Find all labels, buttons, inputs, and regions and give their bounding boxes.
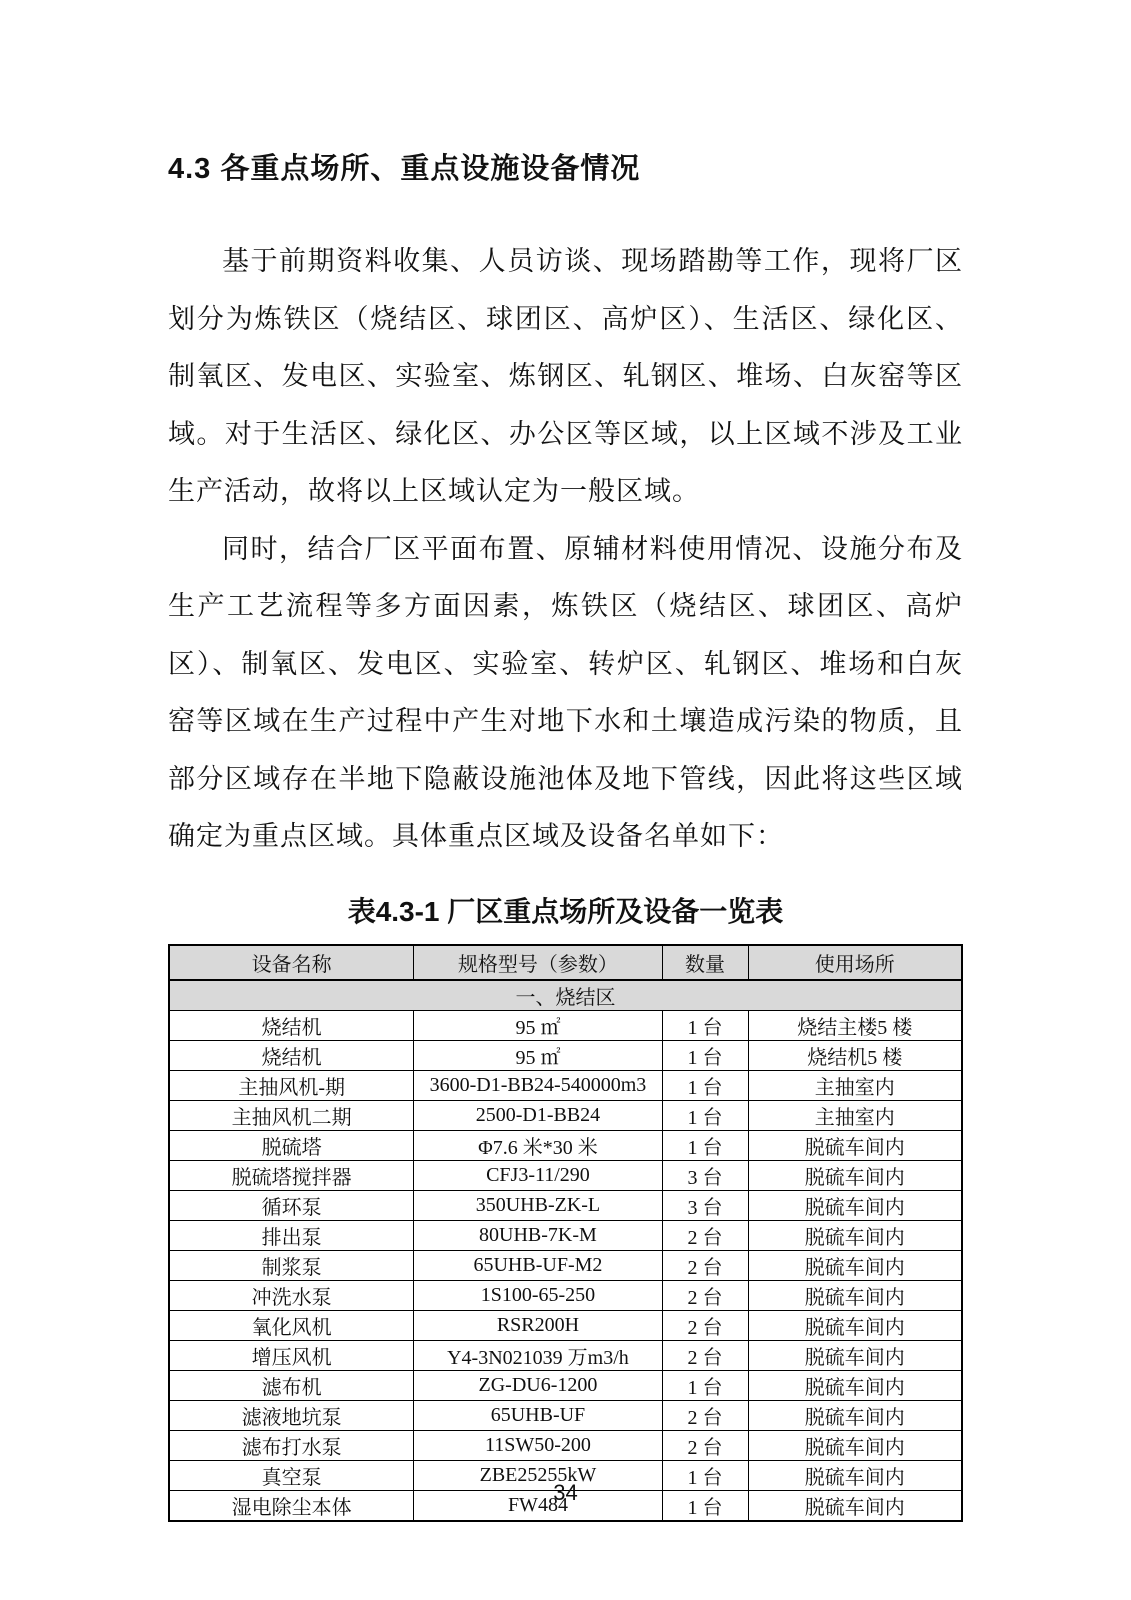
table-cell: 脱硫车间内 (748, 1190, 962, 1220)
table-cell: Y4-3N021039 万m3/h (414, 1340, 662, 1370)
device-table-head (169, 945, 962, 980)
table-cell: 脱硫塔搅拌器 (169, 1160, 414, 1190)
table-cell: 350UHB-ZK-L (414, 1190, 662, 1220)
table-cell: 湿电除尘本体 (169, 1490, 414, 1521)
table-cell: 2 台 (662, 1430, 748, 1460)
table-row (169, 1010, 962, 1040)
table-cell: 1 台 (662, 1100, 748, 1130)
table-cell: 1 台 (662, 1370, 748, 1400)
table-cell: 2 台 (662, 1340, 748, 1370)
table-cell: 3600-D1-BB24-540000m3 (414, 1070, 662, 1100)
page-number: 34 (553, 1480, 578, 1505)
table-cell: 冲洗水泵 (169, 1280, 414, 1310)
table-title: 表4.3-1 厂区重点场所及设备一览表 (347, 895, 784, 927)
table-cell: 2 台 (662, 1250, 748, 1280)
table-section-row (169, 980, 962, 1011)
table-cell: ZG-DU6-1200 (414, 1370, 662, 1400)
paragraph-region-division: 基于前期资料收集、人员访谈、现场踏勘等工作，现将厂区划分为炼铁区（烧结区、球团区、高炉区）、生活区、绿化区、制氧区、发电区、实验室、炼钢区、轧钢区、堆场、白灰窑等区域。对于生活区、绿化区、办公区等区域，以上区域不涉及工业生产活动，故将以上区域认定为一般区域。 (168, 246, 963, 506)
col-header-usage-location: 使用场所 (748, 945, 962, 980)
paragraph-key-regions: 同时，结合厂区平面布置、原辅材料使用情况、设施分布及生产工艺流程等多方面因素，炼铁区（烧结区、球团区、高炉区）、制氧区、发电区、实验室、转炉区、轧钢区、堆场和白灰窑等区域在生产过程中产生对地下水和土壤造成污染的物质，且部分区域存在半地下隐蔽设施池体及地下管线，因此将这些区域确定为重点区域。具体重点区域及设备名单如下： (168, 533, 963, 851)
table-row (169, 1220, 962, 1250)
table-row (169, 1250, 962, 1280)
section-heading: 4.3 各重点场所、重点设施设备情况 (168, 153, 641, 185)
table-cell: 80UHB-7K-M (414, 1220, 662, 1250)
col-header-spec-model: 规格型号（参数） (414, 945, 662, 980)
table-cell: 制浆泵 (169, 1250, 414, 1280)
table-row (169, 1430, 962, 1460)
table-cell: 烧结机 (169, 1010, 414, 1040)
table-row (169, 1190, 962, 1220)
table-cell: CFJ3-11/290 (414, 1160, 662, 1190)
table-cell: 1 台 (662, 1130, 748, 1160)
table-cell: 脱硫车间内 (748, 1280, 962, 1310)
table-cell: 主抽室内 (748, 1070, 962, 1100)
table-cell: 1 台 (662, 1460, 748, 1490)
table-cell: 主抽风机二期 (169, 1100, 414, 1130)
table-row (169, 1310, 962, 1340)
table-cell: 1 台 (662, 1040, 748, 1070)
table-cell: 2 台 (662, 1220, 748, 1250)
table-cell: 3 台 (662, 1160, 748, 1190)
table-cell: 脱硫车间内 (748, 1220, 962, 1250)
table-cell: 1 台 (662, 1010, 748, 1040)
table-cell: 滤液地坑泵 (169, 1400, 414, 1430)
table-cell: RSR200H (414, 1310, 662, 1340)
table-cell: 烧结主楼5 楼 (748, 1010, 962, 1040)
table-cell: 脱硫车间内 (748, 1340, 962, 1370)
table-cell: 真空泵 (169, 1460, 414, 1490)
table-cell: Φ7.6 米*30 米 (414, 1130, 662, 1160)
table-row (169, 1040, 962, 1070)
table-cell: 增压风机 (169, 1340, 414, 1370)
table-cell: 1S100-65-250 (414, 1280, 662, 1310)
table-cell: 脱硫车间内 (748, 1430, 962, 1460)
table-cell: 3 台 (662, 1190, 748, 1220)
table-row (169, 1400, 962, 1430)
table-row (169, 1340, 962, 1370)
table-cell: 排出泵 (169, 1220, 414, 1250)
table-row (169, 1370, 962, 1400)
table-cell: 1 台 (662, 1490, 748, 1521)
table-cell: 11SW50-200 (414, 1430, 662, 1460)
table-cell: 主抽室内 (748, 1100, 962, 1130)
table-cell: 95 ㎡ (414, 1010, 662, 1040)
table-cell: 烧结机5 楼 (748, 1040, 962, 1070)
table-cell: 65UHB-UF (414, 1400, 662, 1430)
table-cell: 脱硫车间内 (748, 1130, 962, 1160)
table-cell: 脱硫车间内 (748, 1370, 962, 1400)
col-header-device-name: 设备名称 (169, 945, 414, 980)
table-cell: ZBE25255kW (414, 1460, 662, 1490)
table-cell: 95 ㎡ (414, 1040, 662, 1070)
table-cell: FW484 (414, 1490, 662, 1521)
table-row (169, 1070, 962, 1100)
table-cell: 脱硫车间内 (748, 1460, 962, 1490)
table-row (169, 1160, 962, 1190)
table-row (169, 1130, 962, 1160)
table-cell: 滤布打水泵 (169, 1430, 414, 1460)
table-cell: 循环泵 (169, 1190, 414, 1220)
table-row (169, 1100, 962, 1130)
table-row (169, 1280, 962, 1310)
section-label-sintering-area: 一、烧结区 (169, 980, 962, 1011)
table-cell: 主抽风机-期 (169, 1070, 414, 1100)
table-cell: 2 台 (662, 1310, 748, 1340)
table-cell: 脱硫车间内 (748, 1490, 962, 1521)
device-table-body (169, 980, 962, 1521)
table-cell: 1 台 (662, 1070, 748, 1100)
table-cell: 脱硫塔 (169, 1130, 414, 1160)
table-cell: 脱硫车间内 (748, 1160, 962, 1190)
col-header-quantity: 数量 (662, 945, 748, 980)
device-table (168, 944, 963, 1522)
table-cell: 氧化风机 (169, 1310, 414, 1340)
table-cell: 滤布机 (169, 1370, 414, 1400)
table-header-row (169, 945, 962, 980)
table-cell: 2500-D1-BB24 (414, 1100, 662, 1130)
table-cell: 65UHB-UF-M2 (414, 1250, 662, 1280)
table-cell: 2 台 (662, 1280, 748, 1310)
table-cell: 脱硫车间内 (748, 1400, 962, 1430)
table-cell: 脱硫车间内 (748, 1310, 962, 1340)
table-cell: 2 台 (662, 1400, 748, 1430)
table-cell: 脱硫车间内 (748, 1250, 962, 1280)
table-cell: 烧结机 (169, 1040, 414, 1070)
